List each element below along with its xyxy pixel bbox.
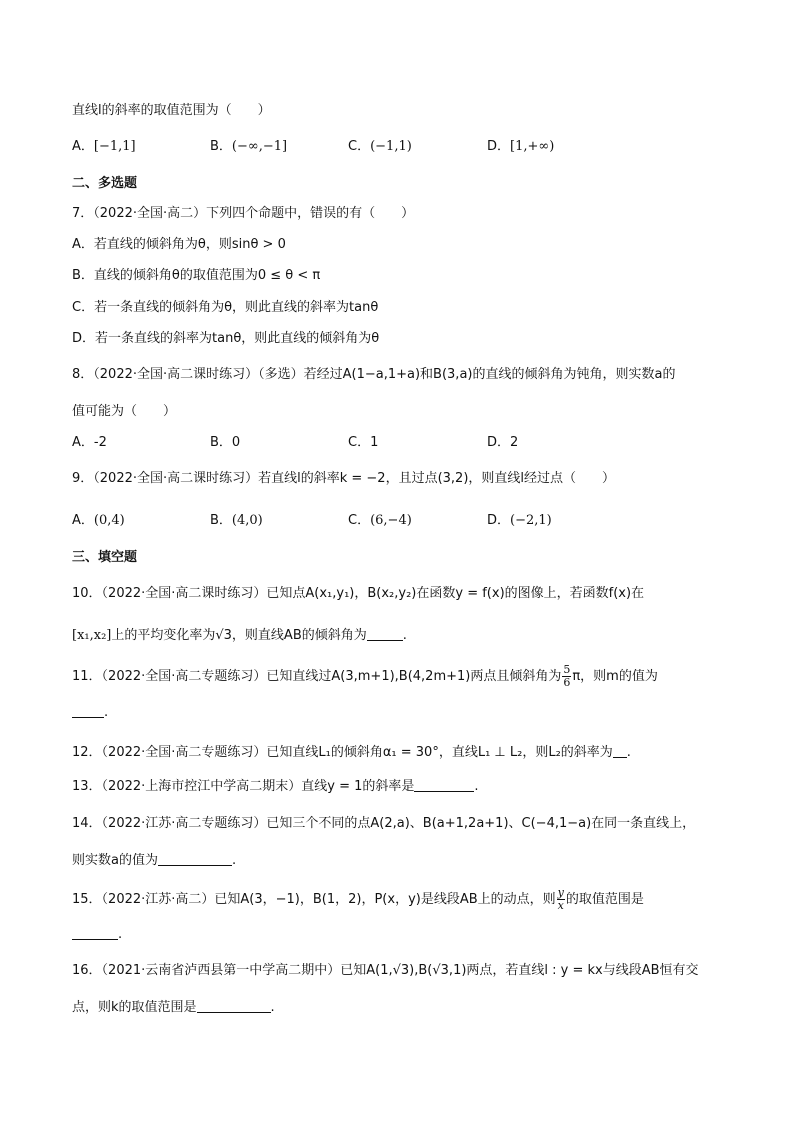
q11-stem xyxy=(72,664,658,689)
q11-answer-blank[interactable] xyxy=(72,703,104,718)
q15-frac-numerator: y xyxy=(557,886,564,899)
q9-option-b xyxy=(210,512,263,530)
q15-stem xyxy=(72,887,644,912)
q16-text: 点，则k的取值范围是 xyxy=(72,1000,197,1015)
q15-text-a: 15．（2022·江苏·高二）已知A(3，−1)，B(1，2)，P(x，y)是线段AB上的动点，则 xyxy=(72,892,556,907)
q8-option-d: D．2 xyxy=(487,435,519,450)
q9-option-c xyxy=(348,512,412,530)
q15-answer-blank[interactable] xyxy=(72,925,118,940)
q11-end: . xyxy=(104,705,109,720)
q15-frac-denominator: x xyxy=(557,899,564,912)
q15-fraction xyxy=(557,887,565,912)
q12-answer-blank[interactable] xyxy=(613,743,627,758)
q16-stem-line1: 16．（2021·云南省泸西县第一中学高二期中）已知A(1,√3),B(√3,1)两点，若直线l : y = kx与线段AB恒有交 xyxy=(72,963,699,978)
q16-end: . xyxy=(270,1000,275,1015)
q9-option-b-math: (4,0) xyxy=(231,513,263,528)
q9-option-c-math: (6,−4) xyxy=(370,513,412,528)
q9-option-d-label: D． xyxy=(487,513,511,528)
q9-option-b-label: B． xyxy=(210,513,232,528)
q9-option-a-label: A． xyxy=(72,513,94,528)
q11-line2 xyxy=(72,703,108,722)
section-heading-fill-in: 三、填空题 xyxy=(72,550,138,565)
q10-answer-blank[interactable] xyxy=(367,626,403,641)
q10-stem-line1: 10．（2022·全国·高二课时练习）已知点A(x₁,y₁)，B(x₂,y₂)在函数y = f(x)的图像上，若函数f(x)在 xyxy=(72,586,645,601)
q9-option-d-math: (−2,1) xyxy=(510,513,552,528)
q6-option-d-math: [1,+∞) xyxy=(510,139,555,154)
q6-option-b-math: (−∞,−1] xyxy=(231,139,288,154)
q16-answer-blank[interactable] xyxy=(197,998,271,1013)
q6-option-a xyxy=(72,138,136,156)
q9-option-a-math: (0,4) xyxy=(93,513,125,528)
q14-stem-line2 xyxy=(72,851,236,870)
q14-stem-line1: 14．（2022·江苏·高二专题练习）已知三个不同的点A(2,a)、B(a+1,2a+1)、C(−4,1−a)在同一条直线上， xyxy=(72,816,696,831)
q7-option-c: C．若一条直线的倾斜角为θ，则此直线的斜率为tanθ xyxy=(72,300,379,315)
section-heading-multi-choice: 二、多选题 xyxy=(72,176,138,191)
q11-text-b: π，则m的值为 xyxy=(572,669,658,684)
q6-option-a-math: [−1,1] xyxy=(93,139,136,154)
q9-option-d xyxy=(487,512,552,530)
q10-stem-line2 xyxy=(72,626,407,645)
q8-stem-line2: 值可能为（ ） xyxy=(72,404,177,419)
q14-answer-blank[interactable] xyxy=(158,851,232,866)
q6-option-b-label: B． xyxy=(210,139,232,154)
q6-option-d-label: D． xyxy=(487,139,511,154)
q10-text: 上的平均变化率为√3，则直线AB的倾斜角为 xyxy=(111,628,367,643)
q7-option-b: B．直线的倾斜角θ的取值范围为0 ≤ θ < π xyxy=(72,268,321,283)
q6-option-c-math: (−1,1) xyxy=(370,139,412,154)
q9-option-a xyxy=(72,512,125,530)
q6-option-d xyxy=(487,138,554,156)
q11-fraction xyxy=(562,664,571,689)
q11-frac-denominator: 6 xyxy=(563,676,571,689)
q7-option-a: A．若直线的倾斜角为θ，则sinθ > 0 xyxy=(72,237,286,252)
q12-text: 12．（2022·全国·高二专题练习）已知直线L₁的倾斜角α₁ = 30°，直线L₁ ⊥ L₂，则L₂的斜率为 xyxy=(72,745,613,760)
q12-stem xyxy=(72,743,631,762)
q13-text: 13．（2022·上海市控江中学高二期末）直线y = 1的斜率是 xyxy=(72,779,415,794)
q6-option-a-label: A． xyxy=(72,139,94,154)
q11-frac-numerator: 5 xyxy=(563,663,571,676)
q10-end: . xyxy=(402,628,407,643)
q14-text: 则实数a的值为 xyxy=(72,853,158,868)
q12-end: . xyxy=(626,745,631,760)
q9-stem: 9．（2022·全国·高二课时练习）若直线l的斜率k = −2，且过点(3,2)，则直线l经过点（ ） xyxy=(72,471,616,486)
q6-option-c xyxy=(348,138,412,156)
q13-stem xyxy=(72,777,479,796)
q10-interval: [x₁,x₂] xyxy=(72,628,112,643)
q11-text-a: 11．（2022·全国·高二专题练习）已知直线过A(3,m+1),B(4,2m+1)两点且倾斜角为 xyxy=(72,669,562,684)
q7-stem: 7．（2022·全国·高二）下列四个命题中，错误的有（ ） xyxy=(72,206,415,221)
q8-option-c: C．1 xyxy=(348,435,379,450)
q8-option-b: B．0 xyxy=(210,435,241,450)
q8-stem-line1: 8．（2022·全国·高二课时练习）（多选）若经过A(1−a,1+a)和B(3,a)的直线的倾斜角为钝角，则实数a的 xyxy=(72,367,676,382)
q15-end: . xyxy=(118,927,123,942)
q6-option-c-label: C． xyxy=(348,139,371,154)
q6-stem: 直线l的斜率的取值范围为（ ） xyxy=(72,103,271,118)
q14-end: . xyxy=(231,853,237,868)
q13-end: . xyxy=(474,779,479,794)
q16-stem-line2 xyxy=(72,998,275,1017)
q13-answer-blank[interactable] xyxy=(414,777,474,792)
q9-option-c-label: C． xyxy=(348,513,371,528)
q15-text-b: 的取值范围是 xyxy=(565,892,644,907)
q8-option-a: A．-2 xyxy=(72,435,107,450)
q7-option-d: D．若一条直线的斜率为tanθ，则此直线的倾斜角为θ xyxy=(72,331,380,346)
q6-option-b xyxy=(210,138,287,156)
q15-line2 xyxy=(72,925,122,944)
